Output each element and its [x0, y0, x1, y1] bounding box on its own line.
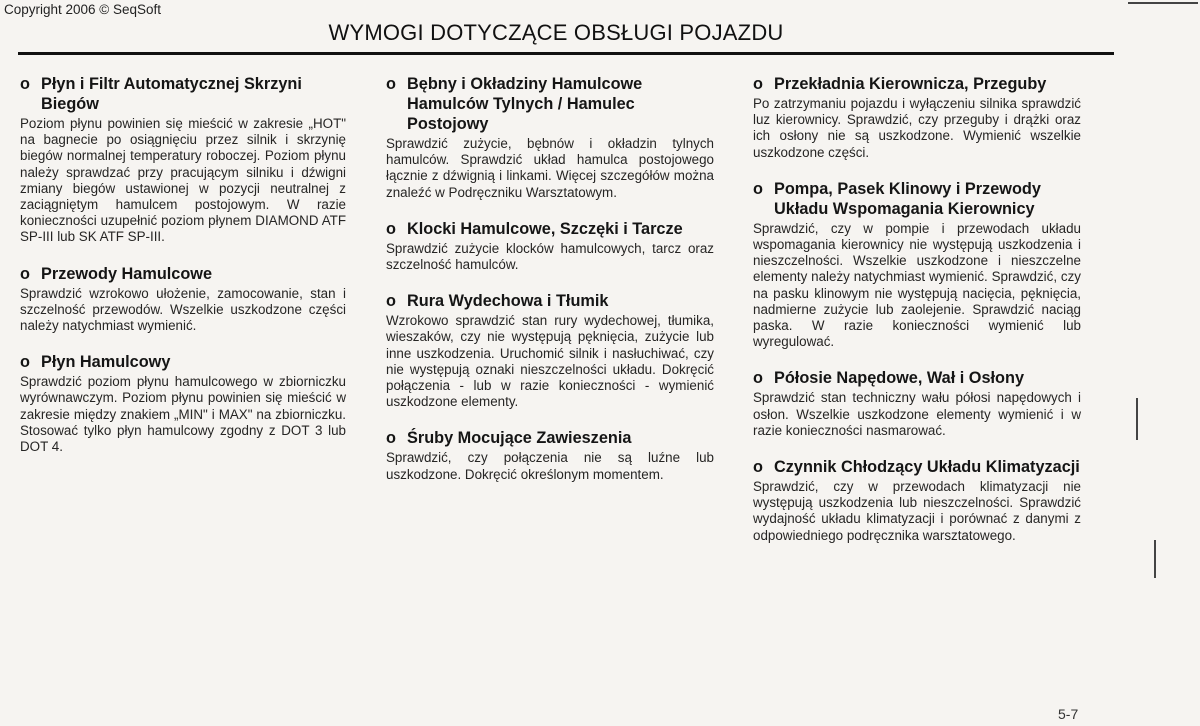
bullet: o — [386, 429, 396, 448]
heading-text: Płyn Hamulcowy — [41, 353, 171, 372]
section-suspension-bolts — [386, 428, 714, 482]
section-body: Sprawdzić, czy w pompie i przewodach układu wspomagania kierownicy nie występują uszkodzenia i nieszczelności. Wszelkie uszkodzone i nieszczelne elementy należy natychmiast wymienić. Sprawdzić, czy na pasku klinowym nie występują nacięcia, pęknięcia, nadmierne zużycie lub zaolejenie. Sprawdzić naciąg paska. W razie konieczności wymienić lub wyregulować. — [753, 220, 1081, 350]
section-heading — [20, 74, 346, 114]
section-heading — [386, 428, 714, 448]
section-body: Po zatrzymaniu pojazdu i wyłączeniu silnika sprawdzić luz kierownicy. Sprawdzić, czy przeguby i drążki oraz ich osłony nie są uszkodzone. Wymienić wszelkie uszkodzone części. — [753, 96, 1081, 160]
title-underline — [18, 52, 1114, 55]
heading-text: Rura Wydechowa i Tłumik — [407, 292, 609, 311]
section-steering-gear — [753, 74, 1081, 161]
section-brake-fluid — [20, 352, 346, 455]
bullet: o — [20, 75, 30, 93]
copyright-notice: Copyright 2006 © SeqSoft — [4, 2, 162, 17]
bullet: o — [386, 292, 396, 311]
heading-text: Przewody Hamulcowe — [41, 264, 213, 283]
section-body: Wzrokowo sprawdzić stan rury wydechowej, tłumika, wieszaków, czy nie występują pęknięcia, zużycie lub inne uszkodzenia. Uruchomić silnik i nasłuchiwać, czy nie występują oznaki nieszczelności układu. Dokręcić połączenia - lub w razie konieczności - wymienić uszkodzone elementy. — [386, 313, 714, 410]
section-heading — [386, 74, 714, 134]
section-rear-drums — [386, 74, 714, 201]
heading-text: Czynnik Chłodzący Układu Klimatyzacji — [774, 458, 1080, 477]
section-exhaust — [386, 291, 714, 410]
bullet: o — [20, 353, 30, 372]
section-power-steering — [753, 179, 1081, 351]
section-heading — [753, 74, 1081, 94]
column-right — [753, 74, 1081, 562]
heading-text: Śruby Mocujące Zawieszenia — [407, 429, 632, 448]
section-body: Poziom płynu powinien się mieścić w zakresie „HOT" na bagnecie po osiągnięciu przez silnik i skrzynię biegów normalnej temperatury roboczej. Poziom płynu należy sprawdzać przy pracującym silniku i dźwigni zmiany biegów ustawionej w pozycji neutralnej z zaciągniętym hamulcem postojowym. W razie konieczności uzupełnić poziom płynem DIAMOND ATF SP-III lub SK ATF SP-III. — [20, 116, 346, 245]
bullet: o — [386, 219, 396, 238]
margin-mark — [1154, 540, 1156, 578]
column-left — [20, 74, 346, 473]
section-heading — [386, 291, 714, 311]
section-ac-refrigerant — [753, 457, 1081, 544]
bullet: o — [753, 179, 763, 198]
bullet: o — [753, 458, 763, 477]
margin-mark — [1136, 398, 1138, 440]
section-brake-lines — [20, 264, 346, 335]
heading-text: Bębny i Okładziny Hamulcowe Hamulców Tylnych / Hamulec Postojowy — [407, 75, 643, 133]
section-brake-pads — [386, 219, 714, 273]
heading-text: Pompa, Pasek Klinowy i Przewody Układu Wspomagania Kierownicy — [774, 179, 1041, 218]
section-body: Sprawdzić zużycie, bębnów i okładzin tylnych hamulców. Sprawdzić układ hamulca postojowego łącznie z dźwignią i linkami. Więcej szczegółów można znaleźć w Podręczniku Warsztatowym. — [386, 136, 714, 200]
section-heading — [753, 457, 1081, 477]
heading-text: Przekładnia Kierownicza, Przeguby — [774, 75, 1047, 93]
section-body: Sprawdzić, czy połączenia nie są luźne lub uszkodzone. Dokręcić określonym momentem. — [386, 450, 714, 482]
corner-rule — [1128, 2, 1198, 4]
section-body: Sprawdzić zużycie klocków hamulcowych, tarcz oraz szczelność hamulców. — [386, 240, 714, 273]
heading-text: Półosie Napędowe, Wał i Osłony — [774, 369, 1024, 388]
bullet: o — [753, 75, 763, 93]
column-middle — [386, 74, 714, 501]
section-heading — [386, 219, 714, 239]
page-title: WYMOGI DOTYCZĄCE OBSŁUGI POJAZDU — [328, 20, 784, 45]
heading-text: Płyn i Filtr Automatycznej Skrzyni Biegów — [41, 75, 302, 113]
heading-text: Klocki Hamulcowe, Szczęki i Tarcze — [407, 219, 683, 238]
section-body: Sprawdzić wzrokowo ułożenie, zamocowanie, stan i szczelność przewodów. Wszelkie uszkodzone części należy natychmiast wymienić. — [20, 285, 346, 334]
section-body: Sprawdzić stan techniczny wału półosi napędowych i osłon. Wszelkie uszkodzone elementy wymienić i w razie konieczności nasmarować. — [753, 390, 1081, 438]
section-heading — [20, 352, 346, 372]
section-body: Sprawdzić poziom płynu hamulcowego w zbiorniczku wyrównawczym. Poziom płynu powinien się mieścić w zakresie między znakiem „MIN" i MAX" na zbiorniczku. Stosować tylko płyn hamulcowy zgodny z DOT 3 lub DOT 4. — [20, 374, 346, 455]
bleed-through-text — [24, 616, 344, 676]
page-number: 5-7 — [1058, 706, 1079, 722]
bullet: o — [20, 264, 30, 283]
section-heading — [753, 368, 1081, 388]
section-atf — [20, 74, 346, 246]
section-body: Sprawdzić, czy w przewodach klimatyzacji nie występują uszkodzenia lub nieszczelności. Sprawdzić wydajność układu klimatyzacji i porównać z danymi z odpowiedniego podręcznika warsztatowego. — [753, 479, 1081, 543]
section-heading — [20, 264, 346, 284]
section-heading — [753, 179, 1081, 219]
section-drive-shafts — [753, 368, 1081, 439]
bullet: o — [386, 75, 396, 93]
bullet: o — [753, 369, 763, 388]
